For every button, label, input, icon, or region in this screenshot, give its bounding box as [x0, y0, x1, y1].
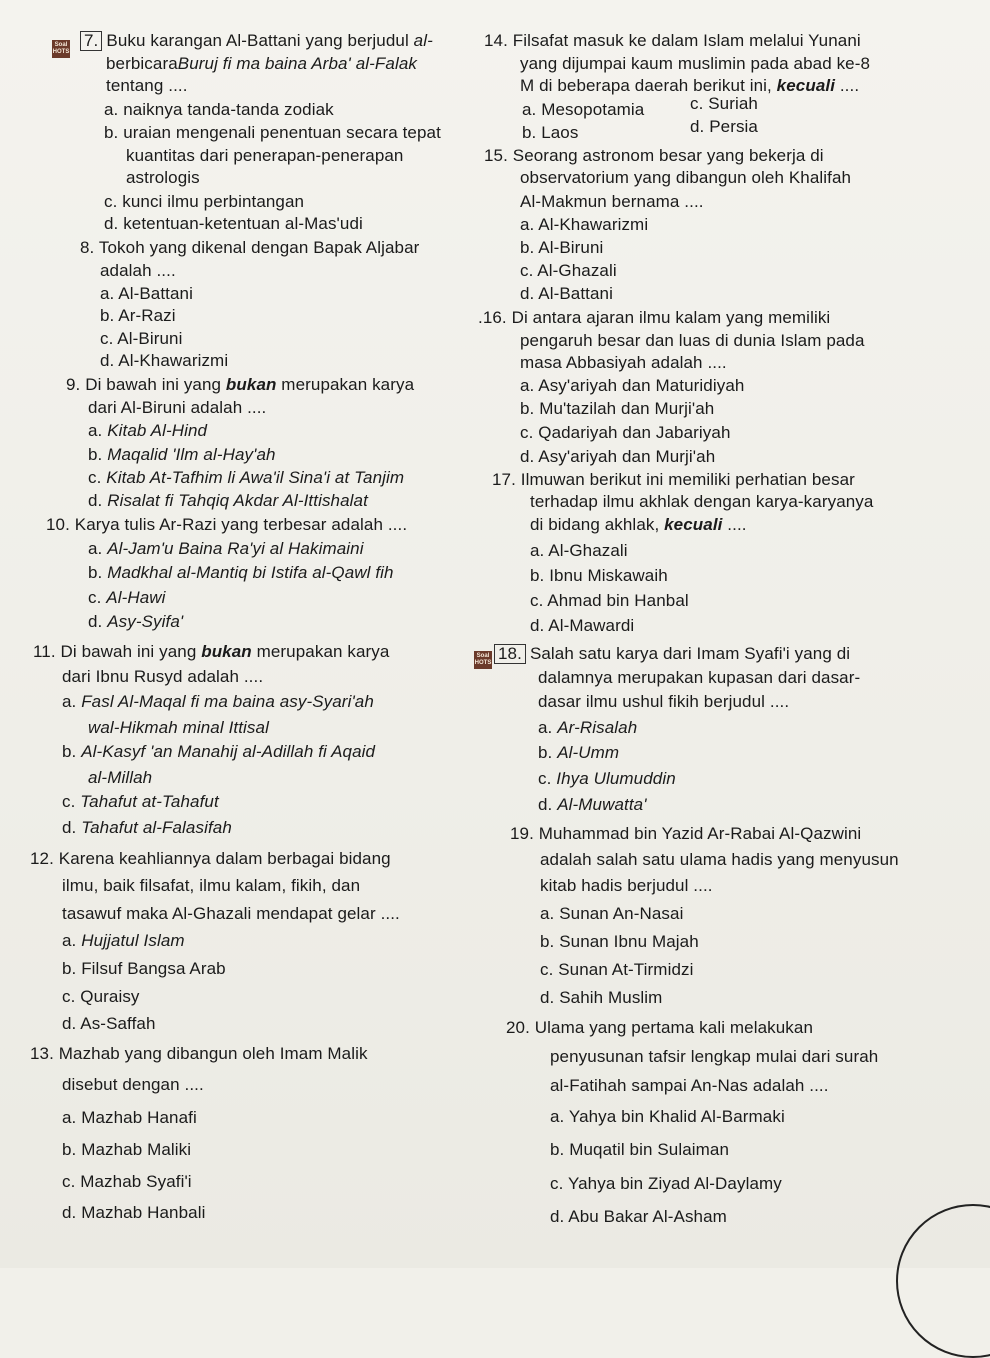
line-text: c. Mazhab Syafi'i — [62, 1172, 192, 1191]
text-line — [520, 353, 727, 373]
text-line — [520, 331, 865, 351]
line-text: a. Mesopotamia — [522, 100, 645, 119]
text-line — [62, 1203, 205, 1223]
italic-text: Tahafut al-Falasifah — [81, 818, 232, 837]
text-line — [492, 470, 855, 490]
text-line — [520, 238, 603, 258]
emphasis-text: bukan — [225, 375, 277, 394]
line-text: al-Fatihah sampai An-Nas adalah .... — [550, 1076, 829, 1095]
italic-text: Tahafut at-Tahafut — [80, 792, 219, 811]
line-text: b. Filsuf Bangsa Arab — [62, 959, 226, 978]
line-text: 14. Filsafat masuk ke dalam Islam melalui Yunani — [484, 31, 861, 50]
text-line — [88, 491, 368, 511]
italic-text: wal-Hikmah minal Ittisal — [88, 718, 269, 737]
line-text: merupakan karya — [276, 375, 415, 394]
line-text: b. Muqatil bin Sulaiman — [550, 1140, 730, 1159]
line-text: a. — [538, 718, 558, 737]
line-text: M di beberapa daerah berikut ini, — [520, 76, 777, 95]
text-line — [550, 1107, 785, 1127]
text-line — [540, 960, 693, 980]
text-line — [100, 306, 176, 326]
text-line — [106, 76, 188, 96]
text-line — [506, 1018, 813, 1038]
line-text: ilmu, baik filsafat, ilmu kalam, fikih, dan — [62, 876, 361, 895]
text-line — [62, 876, 360, 896]
text-line — [538, 718, 637, 738]
text-line — [520, 76, 859, 96]
italic-text: Al-Muwatta' — [557, 795, 647, 814]
line-text: d. Al-Khawarizmi — [100, 351, 229, 370]
line-text: pengaruh besar dan luas di dunia Islam pada — [520, 331, 865, 350]
line-text: berbicara — [106, 54, 178, 73]
text-line — [62, 742, 375, 762]
text-line — [530, 591, 689, 611]
italic-text: al-Millah — [88, 768, 153, 787]
line-text: 8. Tokoh yang dikenal dengan Bapak Aljabar — [80, 238, 420, 257]
line-text: .... — [835, 76, 860, 95]
line-text: 15. Seorang astronom besar yang bekerja di — [484, 146, 824, 165]
line-text: b. Al-Biruni — [520, 238, 604, 257]
line-text: a. — [88, 421, 108, 440]
line-text: d. — [62, 818, 82, 837]
text-line — [520, 261, 617, 281]
line-text: d. Mazhab Hanbali — [62, 1203, 206, 1222]
line-text: b. — [88, 563, 108, 582]
line-text: c. — [88, 468, 107, 487]
text-line — [62, 1075, 204, 1095]
line-text: d. As-Saffah — [62, 1014, 156, 1033]
line-text: kuantitas dari penerapan-penerapan — [126, 146, 404, 165]
text-line — [550, 1207, 727, 1227]
line-text: a. Yahya bin Khalid Al-Barmaki — [550, 1107, 785, 1126]
line-text: dari Al-Biruni adalah .... — [88, 398, 267, 417]
line-text: terhadap ilmu akhlak dengan karya-karyanya — [530, 492, 874, 511]
line-text: di bidang akhlak, — [530, 515, 665, 534]
text-line — [538, 692, 789, 712]
line-text: d. Al-Battani — [520, 284, 613, 303]
line-text: tasawuf maka Al-Ghazali mendapat gelar .... — [62, 904, 400, 923]
line-text: adalah salah satu ulama hadis yang menyusun — [540, 850, 899, 869]
line-text: Buku karangan Al-Battani yang berjudul — [106, 31, 414, 50]
line-text: b. uraian mengenali penentuan secara tepat — [104, 123, 441, 142]
text-line — [520, 215, 648, 235]
text-line — [104, 214, 363, 234]
emphasis-text: kecuali — [776, 76, 836, 95]
italic-text: Al-Umm — [557, 743, 620, 762]
line-text: a. Al-Khawarizmi — [520, 215, 649, 234]
text-line — [62, 818, 232, 838]
text-line — [520, 399, 714, 419]
line-text: b. — [538, 743, 558, 762]
italic-text: Al-Jam'u Baina Ra'yi al Hakimaini — [107, 539, 364, 558]
line-text: d. — [88, 612, 108, 631]
text-line — [510, 824, 861, 844]
text-line — [88, 445, 276, 465]
text-line — [538, 769, 676, 789]
italic-text: Al-Hawi — [106, 588, 166, 607]
text-line — [484, 31, 861, 51]
line-text: d. Al-Mawardi — [530, 616, 635, 635]
question-number: 18. — [494, 644, 526, 664]
italic-text: Hujjatul Islam — [81, 931, 185, 950]
line-text: a. Al-Ghazali — [530, 541, 628, 560]
line-text: 9. Di bawah ini yang — [66, 375, 226, 394]
line-text: .16. Di antara ajaran ilmu kalam yang memiliki — [478, 308, 831, 327]
text-line — [62, 1172, 192, 1192]
line-text: 13. Mazhab yang dibangun oleh Imam Malik — [30, 1044, 368, 1063]
line-text: b. Ibnu Miskawaih — [530, 566, 668, 585]
text-line — [550, 1174, 782, 1194]
italic-text: Ar-Risalah — [557, 718, 638, 737]
text-line — [538, 668, 860, 688]
text-line — [520, 447, 715, 467]
text-line — [62, 959, 226, 979]
text-line — [62, 1140, 191, 1160]
italic-text: Madkhal al-Mantiq bi Istifa al-Qawl fih — [107, 563, 394, 582]
text-line — [530, 515, 747, 535]
text-line — [62, 1108, 197, 1128]
text-line — [520, 423, 731, 443]
line-text: a. Al-Battani — [100, 284, 193, 303]
italic-text: Maqalid 'Ilm al-Hay'ah — [107, 445, 276, 464]
italic-text: Al-Kasyf 'an Manahij al-Adillah fi Aqaid — [81, 742, 376, 761]
text-line — [540, 932, 699, 952]
line-text: c. kunci ilmu perbintangan — [104, 192, 305, 211]
line-text: dari Ibnu Rusyd adalah .... — [62, 667, 264, 686]
text-line — [62, 931, 185, 951]
text-line — [62, 667, 263, 687]
text-line — [88, 539, 364, 559]
text-line — [104, 192, 304, 212]
line-text: dasar ilmu ushul fikih berjudul .... — [538, 692, 790, 711]
line-text: a. — [62, 931, 82, 950]
line-text: .... — [722, 515, 747, 534]
text-line — [80, 31, 433, 51]
text-line — [522, 123, 578, 143]
text-line — [62, 692, 374, 712]
text-line — [100, 351, 228, 371]
line-text: c. Sunan At-Tirmidzi — [540, 960, 694, 979]
text-line — [62, 1014, 156, 1034]
emphasis-text: bukan — [201, 642, 252, 661]
line-text: 12. Karena keahliannya dalam berbagai bidang — [30, 849, 391, 868]
text-line — [540, 850, 899, 870]
text-line — [106, 54, 417, 74]
question-number: 7. — [80, 31, 102, 51]
line-text: c. Suriah — [690, 94, 758, 113]
text-line — [538, 743, 619, 763]
line-text: b. Sunan Ibnu Majah — [540, 932, 699, 951]
italic-text: al- — [413, 31, 433, 50]
text-line — [30, 1044, 368, 1064]
text-line — [33, 642, 389, 662]
italic-text: Kitab At-Tafhim li Awa'il Sina'i at Tanjim — [106, 468, 405, 487]
text-line — [88, 468, 404, 488]
text-line — [80, 238, 419, 258]
hots-badge-icon: Soal HOTS — [474, 651, 492, 669]
text-line — [494, 644, 850, 664]
text-line — [66, 375, 414, 395]
line-text: b. Mu'tazilah dan Murji'ah — [520, 399, 715, 418]
line-text: disebut dengan .... — [62, 1075, 204, 1094]
line-text: b. Mazhab Maliki — [62, 1140, 192, 1159]
italic-text: Ihya Ulumuddin — [556, 769, 676, 788]
text-line — [540, 876, 713, 896]
text-line — [550, 1076, 829, 1096]
text-line — [690, 94, 758, 114]
text-line — [88, 718, 269, 738]
text-line — [520, 192, 704, 212]
text-line — [520, 168, 851, 188]
line-text: d. Persia — [690, 117, 758, 136]
line-text: kitab hadis berjudul .... — [540, 876, 713, 895]
italic-text: Asy-Syifa' — [107, 612, 184, 631]
emphasis-text: kecuali — [664, 515, 723, 534]
text-line — [62, 792, 219, 812]
text-line — [88, 421, 207, 441]
italic-text: Buruj fi ma baina Arba' al-Falak — [177, 54, 417, 73]
text-line — [478, 308, 830, 328]
line-text: d. Sahih Muslim — [540, 988, 663, 1007]
italic-text: Kitab Al-Hind — [107, 421, 208, 440]
line-text: 10. Karya tulis Ar-Razi yang terbesar adalah .... — [46, 515, 408, 534]
line-text: penyusunan tafsir lengkap mulai dari surah — [550, 1047, 879, 1066]
line-text: adalah .... — [100, 261, 176, 280]
text-line — [104, 100, 334, 120]
text-line — [88, 588, 166, 608]
text-line — [530, 492, 873, 512]
hots-badge-icon: Soal HOTS — [52, 40, 70, 58]
line-text: Salah satu karya dari Imam Syafi'i yang di — [529, 644, 851, 663]
text-line — [520, 54, 870, 74]
text-line — [88, 398, 266, 418]
line-text: yang dijumpai kaum muslimin pada abad ke-8 — [520, 54, 871, 73]
line-text: d. Abu Bakar Al-Asham — [550, 1207, 727, 1226]
text-line — [550, 1140, 729, 1160]
line-text: c. Ahmad bin Hanbal — [530, 591, 689, 610]
text-line — [62, 987, 140, 1007]
text-line — [30, 849, 391, 869]
line-text: a. naiknya tanda-tanda zodiak — [104, 100, 334, 119]
line-text: c. — [88, 588, 107, 607]
line-text: a. Asy'ariyah dan Maturidiyah — [520, 376, 745, 395]
text-line — [520, 284, 613, 304]
text-line — [530, 616, 634, 636]
text-line — [540, 988, 662, 1008]
text-line — [522, 100, 644, 120]
line-text: 19. Muhammad bin Yazid Ar-Rabai Al-Qazwini — [510, 824, 862, 843]
line-text: masa Abbasiyah adalah .... — [520, 353, 727, 372]
line-text: c. — [538, 769, 557, 788]
line-text: observatorium yang dibangun oleh Khalifah — [520, 168, 852, 187]
text-line — [484, 146, 824, 166]
line-text: d. — [538, 795, 558, 814]
line-text: a. — [62, 692, 82, 711]
text-line — [46, 515, 407, 535]
text-line — [88, 612, 183, 632]
line-text: b. — [62, 742, 82, 761]
line-text: a. — [88, 539, 108, 558]
italic-text: Fasl Al-Maqal fi ma baina asy-Syari'ah — [81, 692, 374, 711]
line-text: a. Mazhab Hanafi — [62, 1108, 197, 1127]
text-line — [550, 1047, 878, 1067]
text-line — [104, 123, 441, 143]
corner-decoration — [896, 1204, 990, 1358]
line-text: astrologis — [126, 168, 200, 187]
text-line — [530, 541, 628, 561]
line-text: d. Asy'ariyah dan Murji'ah — [520, 447, 716, 466]
italic-text: Risalat fi Tahqiq Akdar Al-Ittishalat — [107, 491, 368, 510]
text-line — [88, 768, 152, 788]
line-text: c. Al-Ghazali — [520, 261, 617, 280]
line-text: 11. Di bawah ini yang — [33, 642, 202, 661]
line-text: b. Laos — [522, 123, 579, 142]
line-text: c. Qadariyah dan Jabariyah — [520, 423, 731, 442]
text-line — [100, 261, 176, 281]
line-text: c. Quraisy — [62, 987, 140, 1006]
line-text: d. ketentuan-ketentuan al-Mas'udi — [104, 214, 363, 233]
line-text: 17. Ilmuwan berikut ini memiliki perhatian besar — [492, 470, 855, 489]
line-text: c. — [62, 792, 81, 811]
text-line — [100, 284, 193, 304]
line-text: 20. Ulama yang pertama kali melakukan — [506, 1018, 814, 1037]
line-text: merupakan karya — [251, 642, 390, 661]
line-text: b. — [88, 445, 108, 464]
text-line — [126, 168, 200, 188]
text-line — [690, 117, 758, 137]
line-text: c. Yahya bin Ziyad Al-Daylamy — [550, 1174, 782, 1193]
line-text: c. Al-Biruni — [100, 329, 183, 348]
text-line — [530, 566, 668, 586]
line-text: d. — [88, 491, 108, 510]
text-line — [520, 376, 744, 396]
line-text: a. Sunan An-Nasai — [540, 904, 684, 923]
text-line — [540, 904, 683, 924]
line-text: b. Ar-Razi — [100, 306, 176, 325]
text-line — [62, 904, 400, 924]
text-line — [126, 146, 404, 166]
text-line — [538, 795, 647, 815]
text-line — [88, 563, 394, 583]
line-text: tentang .... — [106, 76, 188, 95]
text-line — [100, 329, 182, 349]
line-text: dalamnya merupakan kupasan dari dasar- — [538, 668, 861, 687]
line-text: Al-Makmun bernama .... — [520, 192, 704, 211]
